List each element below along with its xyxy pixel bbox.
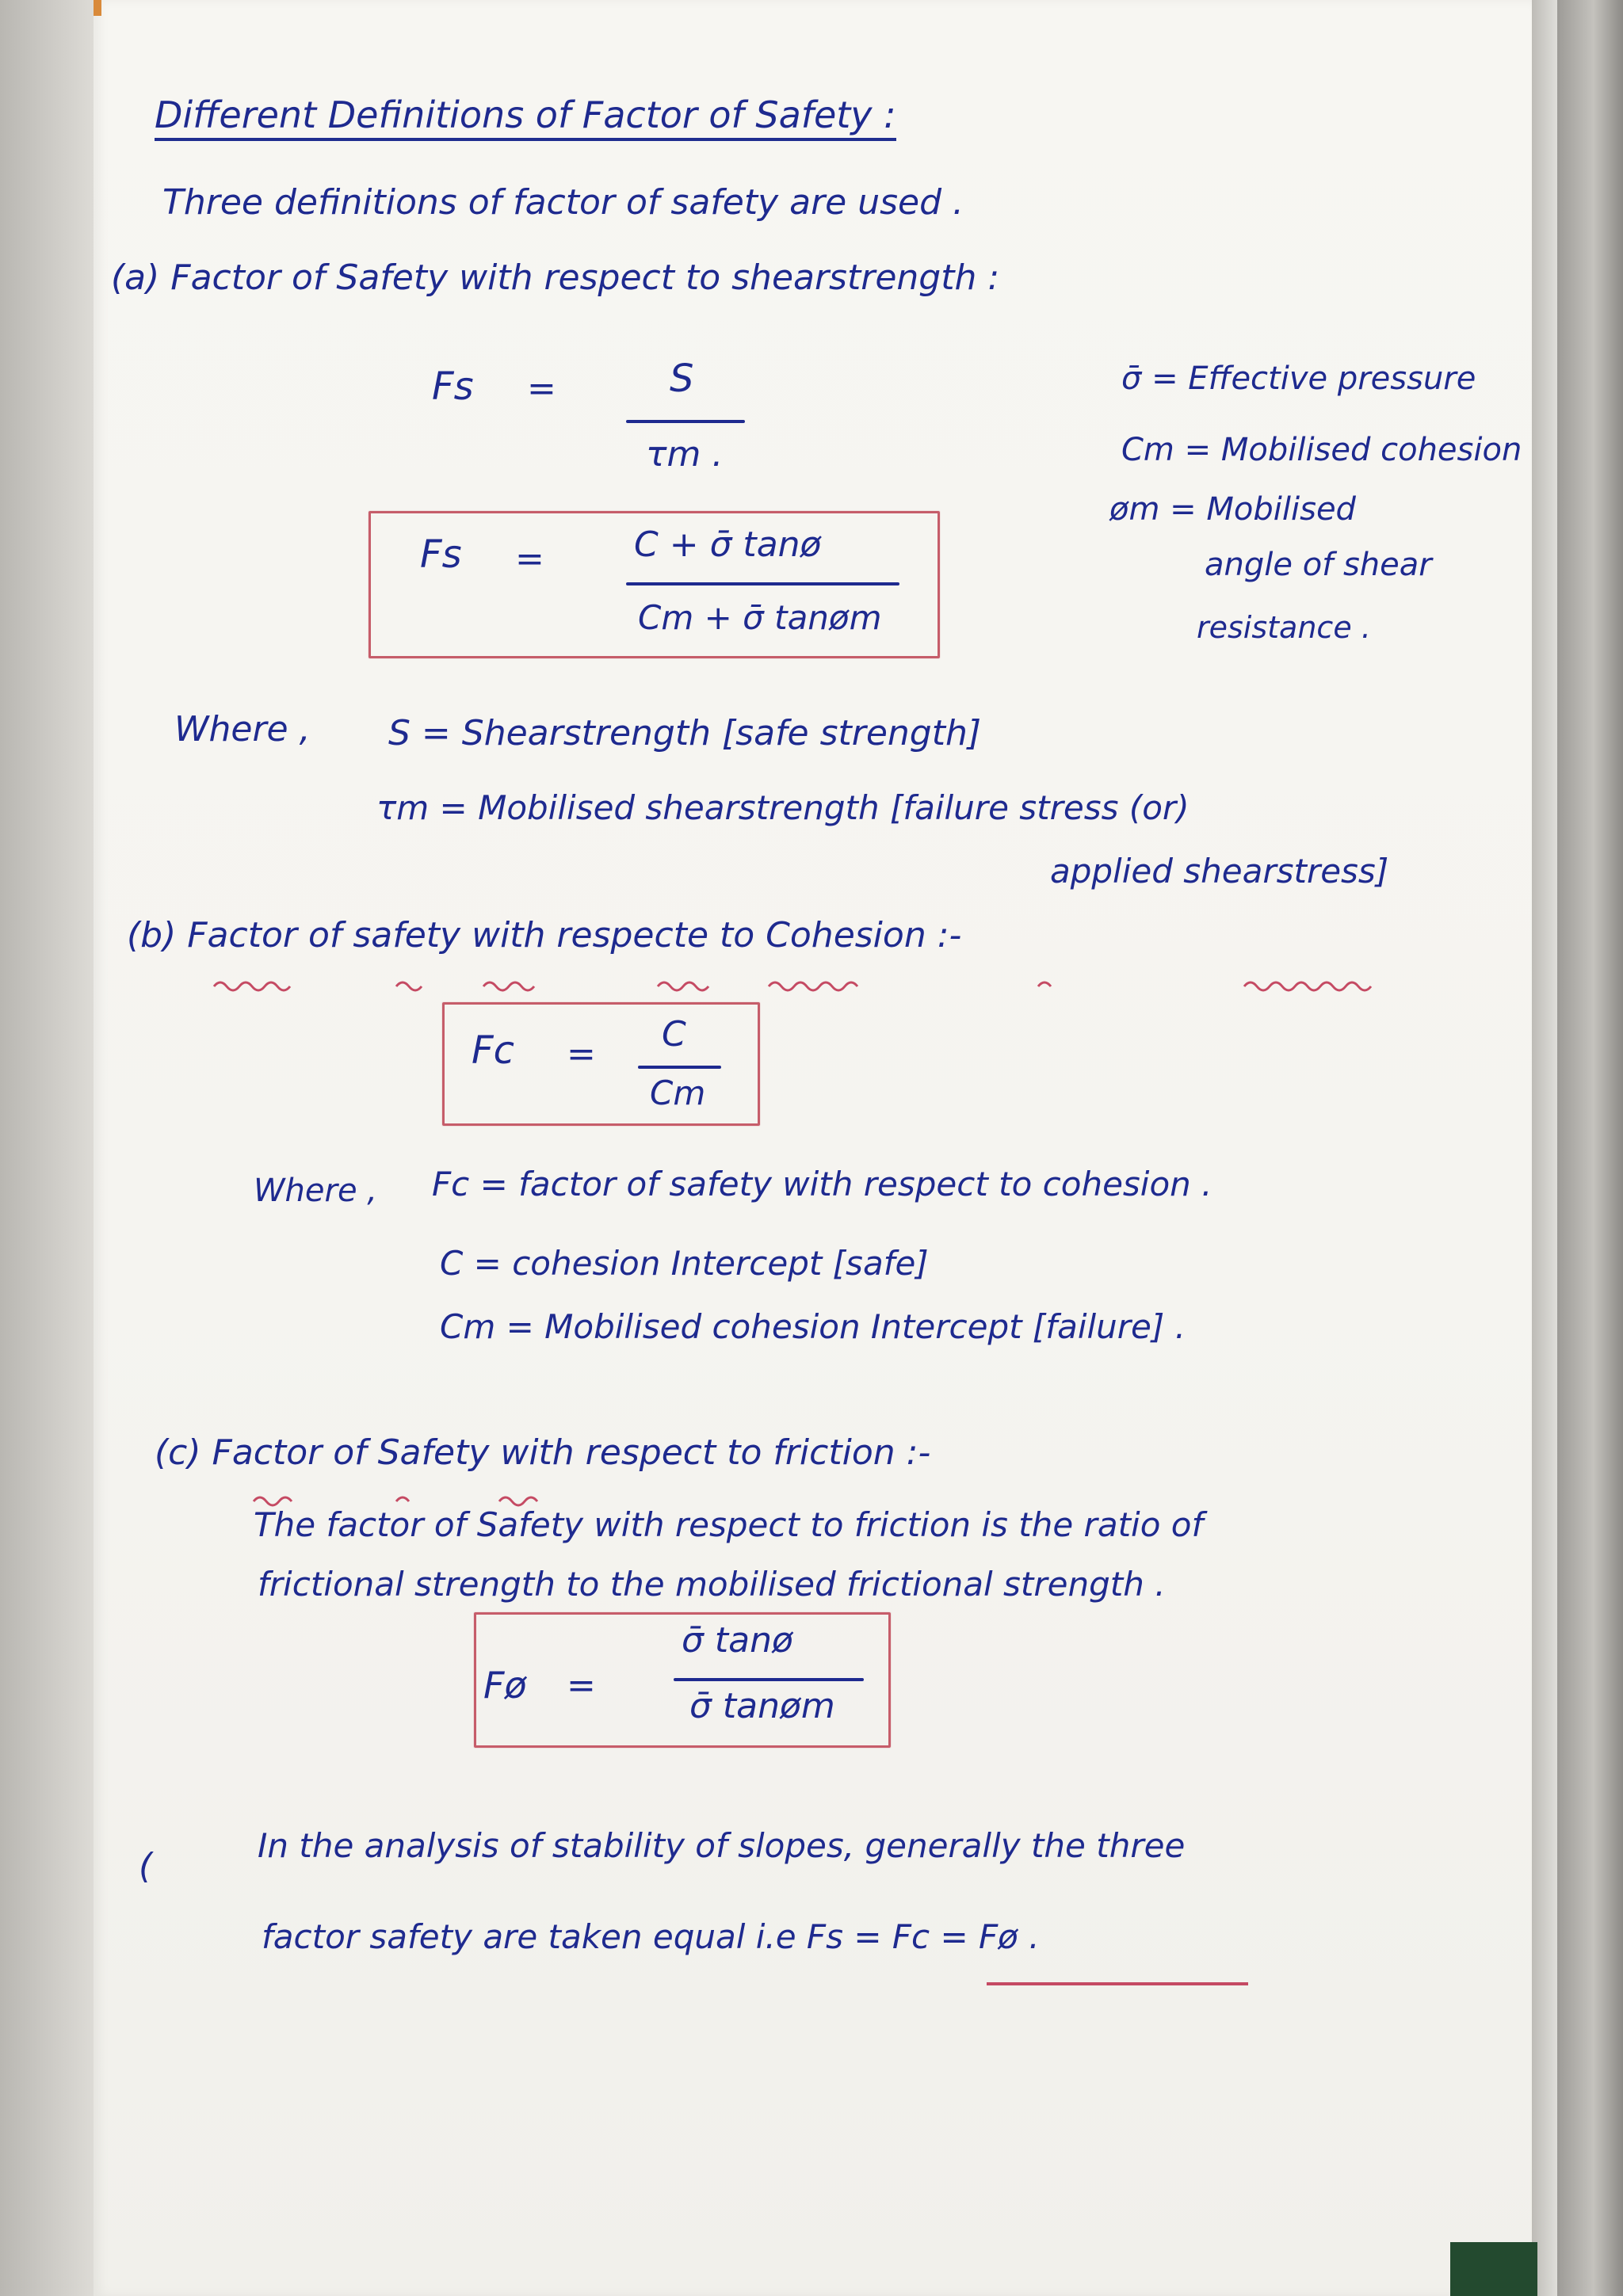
eq1-equals: = [527, 368, 556, 409]
eq-fphi-lhs: Fø [483, 1664, 527, 1707]
section-c-desc-line1: The factor of Safety with respect to friction is the ratio of [254, 1505, 1204, 1544]
where-s: S = Shearstrength [safe strength] [388, 713, 982, 753]
conclusion-line1: In the analysis of stability of slopes, generally the three [258, 1826, 1186, 1865]
section-b-heading: (b) Factor of safety with respecte to Cohesion :- [127, 915, 962, 955]
where-c: C = cohesion Intercept [safe] [440, 1244, 929, 1283]
note-cm: Cm = Mobilised cohesion [1121, 432, 1522, 468]
section-b-squiggle [214, 971, 1482, 1002]
page-edge-mark [94, 0, 101, 16]
note-sigma: σ̄ = Effective pressure [1121, 360, 1476, 397]
eq1-lhs: Fs [432, 364, 474, 409]
eq-fphi-numerator: σ̄ tanø [682, 1620, 793, 1661]
eq-fc-equals: = [567, 1034, 596, 1074]
eq2-numerator: C + σ̄ tanø [634, 524, 822, 565]
page-title: Different Definitions of Factor of Safety : [155, 93, 896, 141]
eq1-numerator: S [670, 357, 694, 401]
eq1-fraction-bar [626, 420, 745, 423]
where-label-b: Where , [254, 1173, 377, 1209]
eq-fphi-equals: = [567, 1665, 596, 1706]
where-tm: τm = Mobilised shearstrength [failure stress (or) [376, 788, 1190, 827]
page-binding-edge [1557, 0, 1623, 2296]
conclusion-paren: ( [139, 1846, 153, 1886]
eq2-fraction-bar [626, 582, 899, 585]
where-cm: Cm = Mobilised cohesion Intercept [failure] . [440, 1307, 1186, 1346]
eq-fc-denominator: Cm [650, 1074, 706, 1112]
note-phi-line1: øm = Mobilised [1109, 491, 1356, 528]
note-phi-line3: resistance . [1197, 610, 1371, 645]
eq-fphi-denominator: σ̄ tanøm [689, 1686, 835, 1726]
eq-fc-fraction-bar [638, 1066, 721, 1069]
eq1-denominator: τm . [646, 434, 724, 475]
eq2-denominator: Cm + σ̄ tanøm [638, 598, 882, 637]
eq-fc-lhs: Fc [472, 1028, 514, 1073]
intro-text: Three definitions of factor of safety are used . [162, 182, 964, 223]
where-fc: Fc = factor of safety with respect to cohesion . [432, 1165, 1212, 1203]
eq-fphi-fraction-bar [674, 1678, 864, 1681]
note-phi-line2: angle of shear [1205, 547, 1432, 583]
section-a-heading: (a) Factor of Safety with respect to shearstrength : [111, 257, 1000, 298]
conclusion-line2: factor safety are taken equal i.e Fs = Fc = Fø . [262, 1917, 1040, 1956]
corner-object [1450, 2242, 1537, 2296]
eq2-lhs: Fs [420, 532, 462, 577]
eq2-equals: = [515, 539, 544, 579]
section-c-desc-line2: frictional strength to the mobilised frictional strength . [258, 1565, 1166, 1604]
eq-fc-numerator: C [662, 1014, 686, 1055]
left-margin-shadow [0, 0, 94, 2296]
section-c-heading: (c) Factor of Safety with respect to friction :- [155, 1432, 931, 1473]
where-label-a: Where , [174, 709, 311, 749]
conclusion-underline [987, 1982, 1248, 1985]
where-tm-cont: applied shearstress] [1050, 852, 1389, 891]
